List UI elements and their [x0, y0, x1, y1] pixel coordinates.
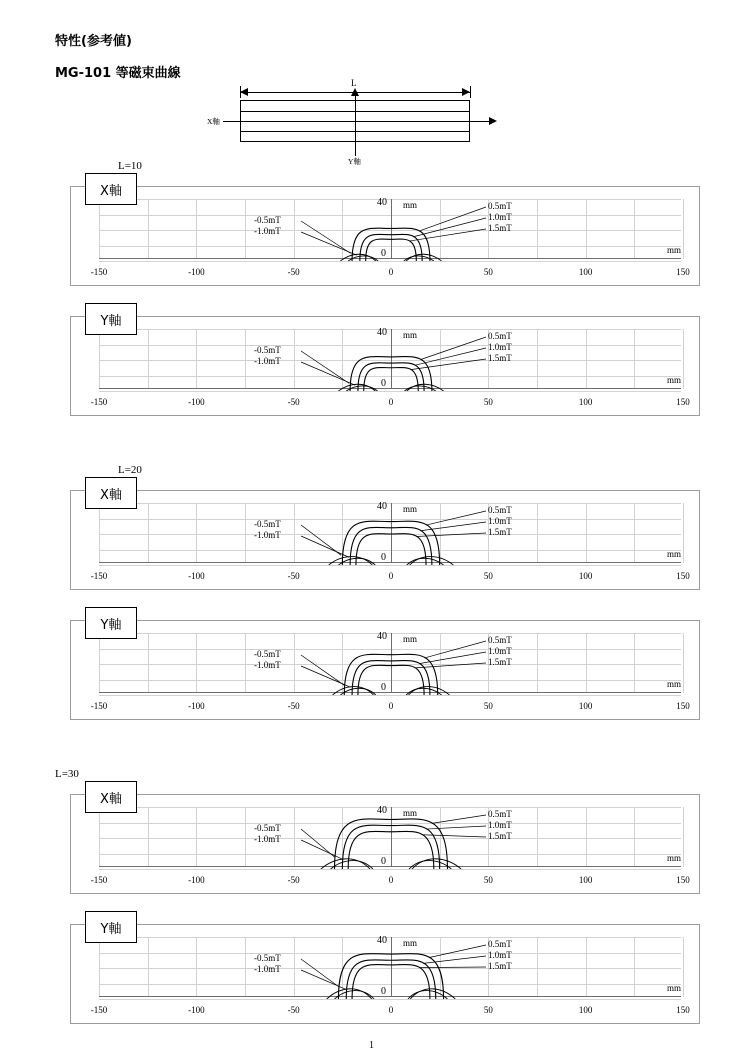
- leader-line: [415, 348, 486, 365]
- contour-1.0mT: [346, 960, 436, 999]
- x-tick-label: -100: [188, 875, 205, 885]
- axis-badge: X軸: [85, 477, 137, 509]
- x-tick-label: 100: [578, 571, 593, 581]
- leader-line: [419, 652, 486, 664]
- y-tick-0: 0: [381, 682, 386, 693]
- x-axis-arrow-icon: [489, 117, 497, 125]
- x-tick-label: -50: [287, 571, 300, 581]
- x-tick-label: -50: [287, 267, 300, 277]
- contour-label--0.5mT: -0.5mT: [254, 215, 281, 225]
- y-tick-40: 40: [377, 501, 387, 512]
- contour-1.0mT: [360, 234, 422, 261]
- unit-label-horizontal: mm: [666, 983, 681, 993]
- x-tick-label: 50: [483, 267, 493, 277]
- x-tick-label: 50: [483, 571, 493, 581]
- x-tick-label: 0: [388, 397, 394, 407]
- x-tick-label: 50: [483, 875, 493, 885]
- unit-label-horizontal: mm: [666, 549, 681, 559]
- group-label-l10: L=10: [118, 160, 142, 172]
- grid-line-horizontal: [99, 261, 681, 262]
- x-tick-label: 150: [676, 875, 690, 885]
- contour-label--1.0mT: -1.0mT: [254, 834, 281, 844]
- leader-line: [301, 221, 351, 253]
- group-label-l30: L=30: [55, 768, 79, 780]
- contour-curves: [99, 807, 683, 869]
- x-tick-label: 0: [388, 267, 394, 277]
- y-tick-0: 0: [381, 552, 386, 563]
- x-tick-label: 0: [388, 1005, 394, 1015]
- x-tick-label: 0: [388, 571, 394, 581]
- y-tick-0: 0: [381, 378, 386, 389]
- grid-line-horizontal: [99, 565, 681, 566]
- unit-label-vertical: mm: [403, 330, 418, 340]
- contour--0.5mT: [406, 254, 441, 261]
- x-tick-label: 100: [578, 701, 593, 711]
- x-tick-label: -100: [188, 267, 205, 277]
- y-tick-40: 40: [377, 197, 387, 208]
- y-tick-0: 0: [381, 248, 386, 259]
- leader-line: [301, 362, 355, 385]
- x-tick-label: 50: [483, 397, 493, 407]
- chart-panel: [70, 617, 700, 720]
- page-title: 特性(参考値): [55, 34, 132, 49]
- grid-line-horizontal: [99, 695, 681, 696]
- contour-label-0.5mT: 0.5mT: [488, 505, 512, 515]
- plot-area: [90, 197, 690, 277]
- x-tick-label: 50: [483, 701, 493, 711]
- contour--1.0mT: [331, 861, 373, 869]
- leader-line: [301, 655, 344, 685]
- x-tick-label: -100: [188, 571, 205, 581]
- leader-line: [422, 835, 486, 837]
- x-tick-label: -150: [90, 701, 108, 711]
- plot-area: [90, 935, 690, 1015]
- y-tick-40: 40: [377, 631, 387, 642]
- contour-label--0.5mT: -0.5mT: [254, 823, 281, 833]
- y-tick-40: 40: [377, 805, 387, 816]
- schematic-x-axis: [223, 121, 491, 122]
- leader-line: [301, 536, 349, 557]
- contour--0.5mT: [410, 989, 455, 999]
- contour-label--1.0mT: -1.0mT: [254, 964, 281, 974]
- x-tick-label: 100: [578, 267, 593, 277]
- leader-line: [301, 232, 357, 255]
- y-tick-40: 40: [377, 935, 387, 946]
- contour-curves: [99, 633, 683, 695]
- x-tick-label: -150: [90, 571, 108, 581]
- contour--1.0mT: [404, 386, 435, 391]
- unit-label-horizontal: mm: [666, 375, 681, 385]
- contour-label-0.5mT: 0.5mT: [488, 331, 512, 341]
- contour-1.5mT: [352, 965, 430, 999]
- contour-label--1.0mT: -1.0mT: [254, 530, 281, 540]
- unit-label-vertical: mm: [403, 634, 418, 644]
- contour-label--0.5mT: -0.5mT: [254, 649, 281, 659]
- axis-badge: Y軸: [85, 911, 137, 943]
- x-tick-label: -100: [188, 701, 205, 711]
- contour--0.5mT: [333, 687, 374, 695]
- x-tick-label: -50: [287, 1005, 300, 1015]
- x-tick-label: -50: [287, 701, 300, 711]
- dimension-arrow-right-icon: [462, 88, 470, 96]
- contour-label-1.5mT: 1.5mT: [488, 527, 512, 537]
- x-tick-label: 150: [676, 267, 690, 277]
- x-tick-label: 0: [388, 701, 394, 711]
- contour-label-1.5mT: 1.5mT: [488, 223, 512, 233]
- contour-label--0.5mT: -0.5mT: [254, 519, 281, 529]
- page-number: 1: [369, 1040, 374, 1051]
- unit-label-vertical: mm: [403, 504, 418, 514]
- schematic-y-axis: [355, 94, 356, 156]
- group-label-l20: L=20: [118, 464, 142, 476]
- x-tick-label: 50: [483, 1005, 493, 1015]
- contour--1.0mT: [409, 861, 451, 869]
- chart-panel: [70, 183, 700, 286]
- leader-line: [419, 207, 486, 231]
- leader-line: [301, 666, 351, 687]
- leader-line: [301, 970, 346, 989]
- x-tick-label: -50: [287, 397, 300, 407]
- contour--1.0mT: [407, 558, 444, 565]
- contour--0.5mT: [340, 254, 375, 261]
- x-tick-label: -100: [188, 397, 205, 407]
- contour-label-0.5mT: 0.5mT: [488, 201, 512, 211]
- plot-area: [90, 327, 690, 407]
- contour-label--1.0mT: -1.0mT: [254, 660, 281, 670]
- leader-line: [426, 826, 486, 829]
- y-tick-0: 0: [381, 986, 386, 997]
- contour--1.0mT: [335, 991, 375, 999]
- axis-badge: Y軸: [85, 303, 137, 335]
- grid-line-horizontal: [99, 869, 681, 870]
- contour-label-1.5mT: 1.5mT: [488, 961, 512, 971]
- x-tick-label: -150: [90, 1005, 108, 1015]
- x-tick-label: 150: [676, 701, 690, 711]
- contour-label-1.0mT: 1.0mT: [488, 212, 512, 222]
- leader-line: [429, 945, 486, 958]
- chart-panel: [70, 487, 700, 590]
- plot-area: [90, 805, 690, 885]
- x-tick-label: -150: [90, 397, 108, 407]
- grid-line-horizontal: [99, 999, 681, 1000]
- leader-line: [425, 641, 486, 658]
- contour--0.5mT: [321, 859, 370, 869]
- grid-line-vertical: [683, 937, 684, 997]
- y-tick-0: 0: [381, 856, 386, 867]
- dimension-label: L: [351, 78, 357, 88]
- leader-line: [432, 815, 486, 823]
- leader-line: [413, 218, 486, 237]
- contour-label-1.0mT: 1.0mT: [488, 950, 512, 960]
- contour--0.5mT: [407, 384, 444, 391]
- x-tick-label: 150: [676, 397, 690, 407]
- leader-line: [301, 351, 349, 383]
- unit-label-vertical: mm: [403, 808, 418, 818]
- contour--1.0mT: [338, 558, 375, 565]
- contour-label-1.0mT: 1.0mT: [488, 820, 512, 830]
- contour-label-1.5mT: 1.5mT: [488, 831, 512, 841]
- x-tick-label: -50: [287, 875, 300, 885]
- axis-badge: X軸: [85, 173, 137, 205]
- chart-panel: [70, 313, 700, 416]
- contour--0.5mT: [338, 384, 375, 391]
- unit-label-horizontal: mm: [666, 853, 681, 863]
- axis-badge: Y軸: [85, 607, 137, 639]
- x-tick-label: 150: [676, 1005, 690, 1015]
- plot-area: [90, 501, 690, 581]
- y-tick-40: 40: [377, 327, 387, 338]
- contour-label-1.5mT: 1.5mT: [488, 657, 512, 667]
- page-subtitle: MG-101 等磁束曲線: [55, 66, 181, 81]
- contour-curves: [99, 503, 683, 565]
- contour--0.5mT: [409, 687, 450, 695]
- unit-label-horizontal: mm: [666, 679, 681, 689]
- grid-line-vertical: [683, 199, 684, 259]
- grid-line-vertical: [683, 633, 684, 693]
- magnet-schematic: [205, 78, 505, 170]
- x-tick-label: -100: [188, 1005, 205, 1015]
- unit-label-vertical: mm: [403, 938, 418, 948]
- leader-line: [415, 663, 486, 668]
- contour--1.0mT: [408, 991, 448, 999]
- x-tick-label: 100: [578, 875, 593, 885]
- schematic-y-axis-label: Y軸: [348, 157, 361, 166]
- contour-label--1.0mT: -1.0mT: [254, 356, 281, 366]
- contour-label-0.5mT: 0.5mT: [488, 939, 512, 949]
- chart-panel: [70, 921, 700, 1024]
- contour--0.5mT: [327, 989, 372, 999]
- x-tick-label: 0: [388, 875, 394, 885]
- x-tick-label: 100: [578, 1005, 593, 1015]
- x-tick-label: 100: [578, 397, 593, 407]
- contour--1.0mT: [346, 386, 377, 391]
- leader-line: [416, 533, 486, 536]
- plot-area: [90, 631, 690, 711]
- dimension-tick-right: [470, 86, 471, 98]
- contour-label--0.5mT: -0.5mT: [254, 345, 281, 355]
- leader-line: [301, 959, 340, 987]
- y-axis-arrow-icon: [351, 88, 359, 96]
- contour-curves: [99, 937, 683, 999]
- leader-line: [420, 522, 486, 531]
- x-tick-label: -150: [90, 267, 108, 277]
- contour-label-1.5mT: 1.5mT: [488, 353, 512, 363]
- x-tick-label: 150: [676, 571, 690, 581]
- contour-curves: [99, 199, 683, 261]
- leader-line: [301, 840, 343, 859]
- contour-curves: [99, 329, 683, 391]
- grid-line-vertical: [683, 807, 684, 867]
- contour-label-0.5mT: 0.5mT: [488, 809, 512, 819]
- grid-line-vertical: [683, 503, 684, 563]
- contour-label-1.0mT: 1.0mT: [488, 342, 512, 352]
- unit-label-horizontal: mm: [666, 245, 681, 255]
- grid-line-horizontal: [99, 391, 681, 392]
- contour-1.0mT: [350, 527, 432, 565]
- axis-badge: X軸: [85, 781, 137, 813]
- contour-1.5mT: [348, 831, 434, 869]
- contour-label--0.5mT: -0.5mT: [254, 953, 281, 963]
- chart-panel: [70, 791, 700, 894]
- dimension-arrow-left-icon: [240, 88, 248, 96]
- contour-label--1.0mT: -1.0mT: [254, 226, 281, 236]
- unit-label-vertical: mm: [403, 200, 418, 210]
- schematic-x-axis-label: X軸: [207, 117, 220, 126]
- contour--0.5mT: [412, 859, 461, 869]
- grid-line-vertical: [683, 329, 684, 389]
- contour-label-1.0mT: 1.0mT: [488, 646, 512, 656]
- x-tick-label: -150: [90, 875, 108, 885]
- contour-label-1.0mT: 1.0mT: [488, 516, 512, 526]
- contour-label-0.5mT: 0.5mT: [488, 635, 512, 645]
